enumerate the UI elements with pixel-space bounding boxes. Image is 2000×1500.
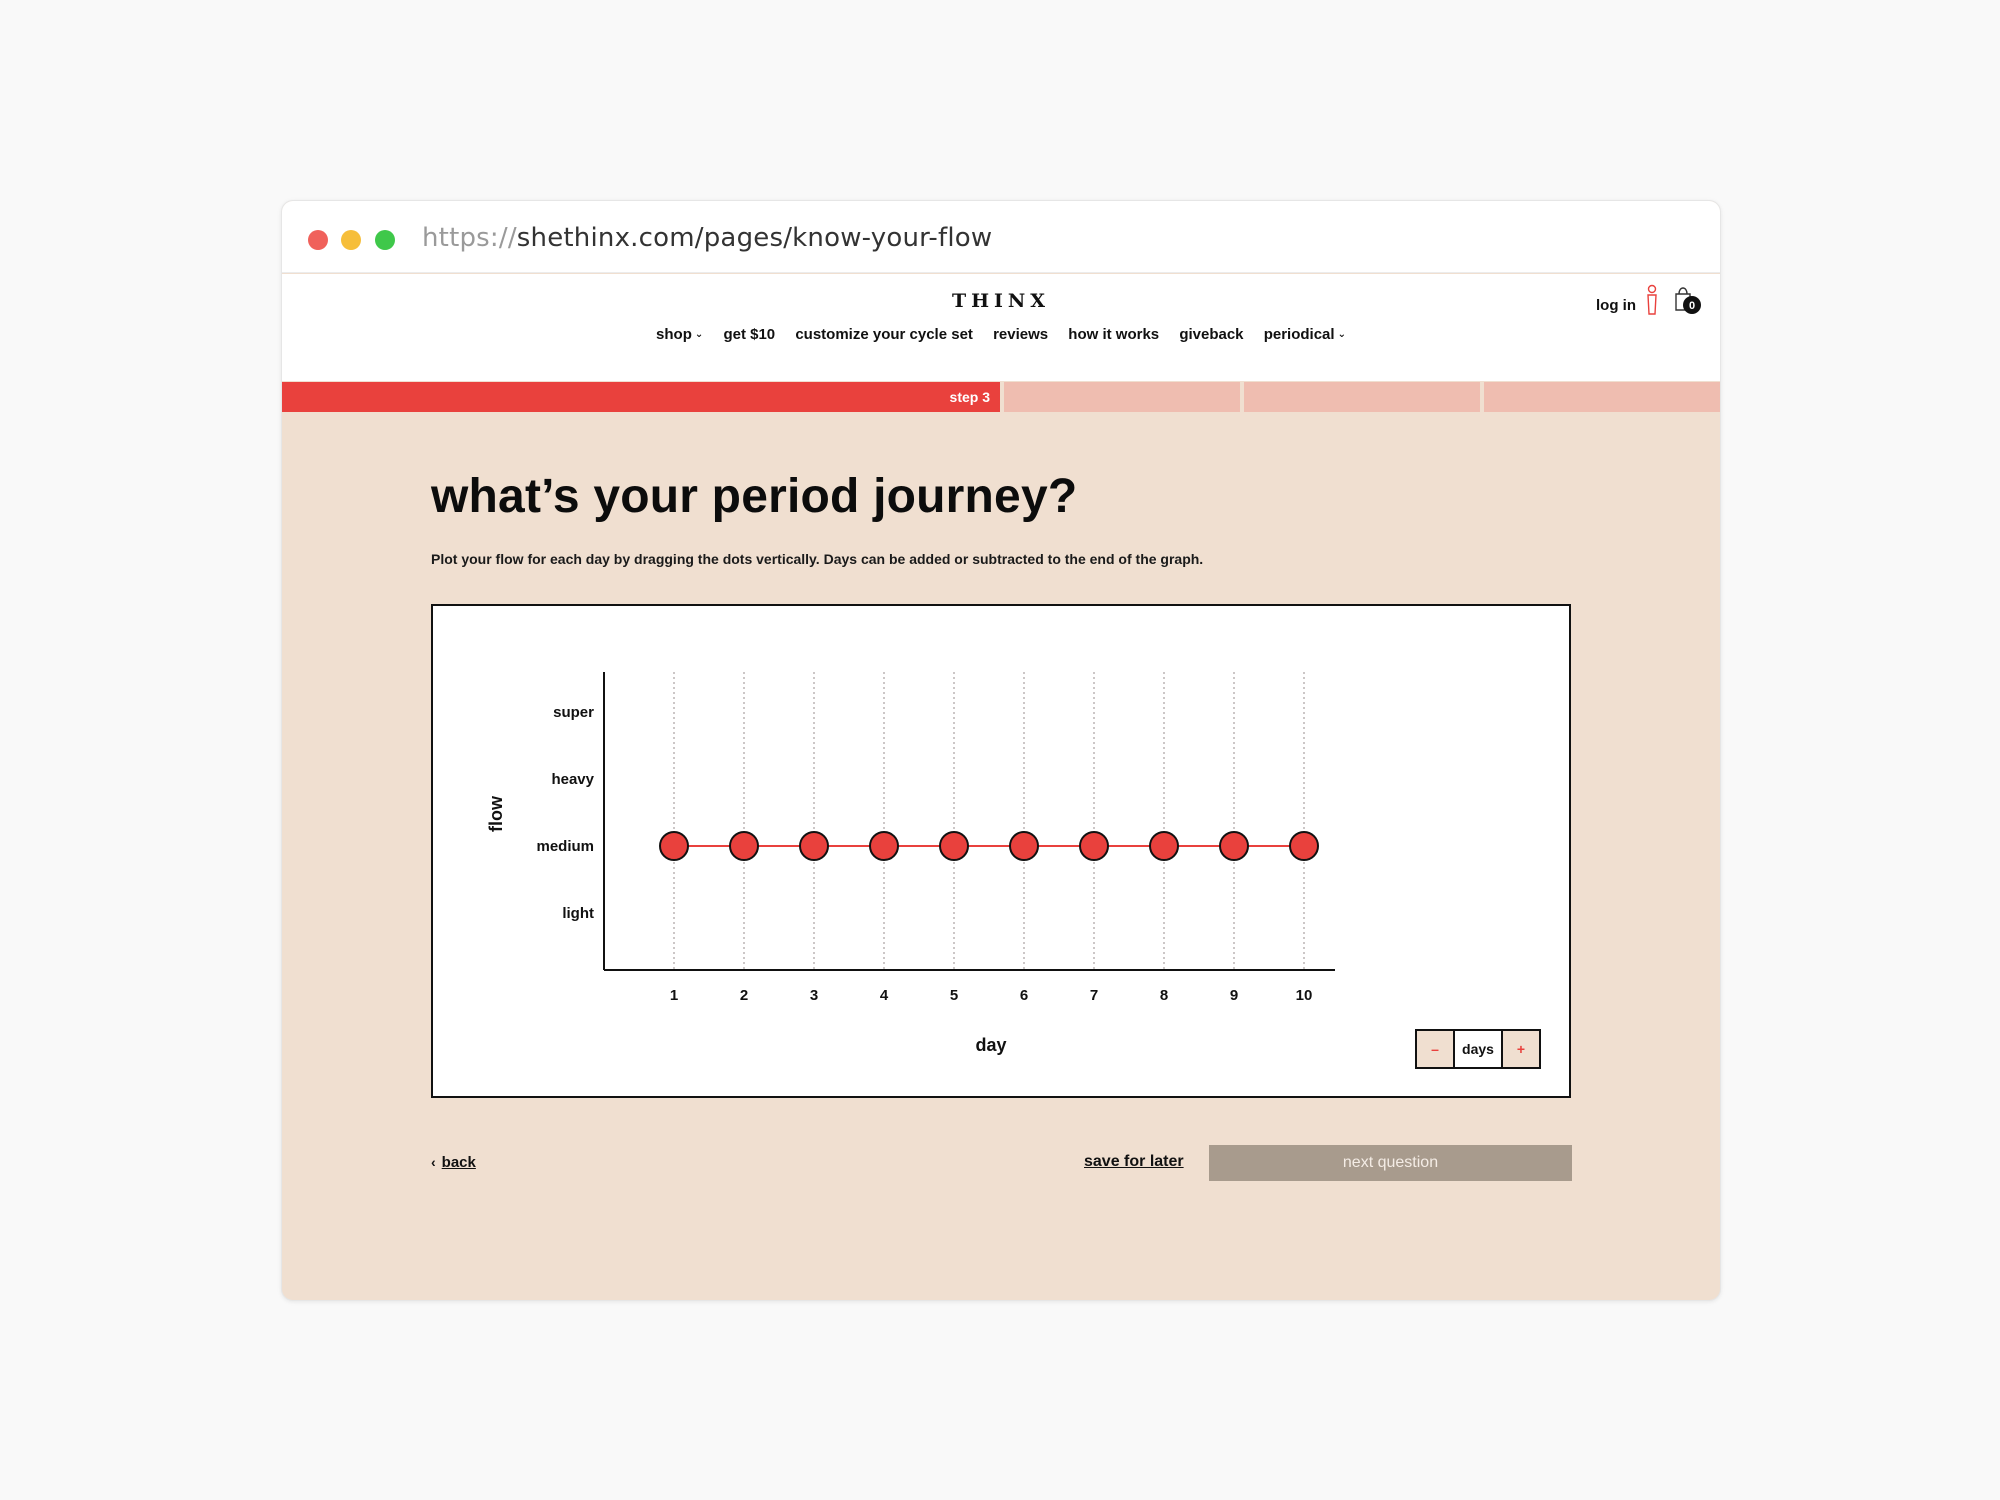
site-header — [282, 274, 1720, 381]
y-tick-heavy: heavy — [551, 771, 594, 788]
y-tick-medium: medium — [536, 838, 594, 855]
remove-day-button[interactable]: – — [1417, 1031, 1455, 1067]
address-bar[interactable] — [422, 223, 992, 253]
days-stepper — [1415, 1029, 1541, 1069]
flow-point-day-4[interactable] — [870, 832, 898, 860]
flow-point-day-3[interactable] — [800, 832, 828, 860]
cart-count-badge: 0 — [1688, 300, 1696, 312]
maximize-window-button[interactable] — [375, 230, 395, 250]
x-tick-3: 3 — [809, 987, 819, 1004]
progress-step — [1484, 382, 1721, 412]
browser-window — [281, 200, 1721, 1301]
nav-shop-label: shop — [656, 326, 692, 343]
user-icon[interactable] — [1644, 284, 1660, 316]
thinx-logo[interactable]: THINX — [951, 290, 1051, 312]
nav-shop[interactable] — [656, 326, 703, 343]
back-link-label: back — [441, 1154, 476, 1171]
url-protocol: https:// — [422, 223, 517, 253]
x-tick-9: 9 — [1229, 987, 1239, 1004]
progress-step — [1004, 382, 1240, 412]
x-tick-4: 4 — [879, 987, 889, 1004]
close-window-button[interactable] — [308, 230, 328, 250]
flow-chart — [433, 606, 1569, 1096]
flow-chart-card — [431, 604, 1571, 1098]
x-axis-label: day — [975, 1035, 1007, 1055]
nav-how-it-works[interactable]: how it works — [1068, 326, 1160, 343]
days-label: days — [1462, 1041, 1494, 1057]
nav-periodical-label: periodical — [1263, 326, 1335, 343]
main-nav — [282, 326, 1720, 343]
progress-step-active: step 3 — [282, 382, 1000, 412]
back-link[interactable] — [431, 1154, 476, 1171]
url-path: shethinx.com/pages/know-your-flow — [516, 223, 993, 253]
chevron-down-icon: ⌄ — [694, 329, 704, 340]
x-tick-1: 1 — [669, 987, 679, 1004]
nav-giveback[interactable]: giveback — [1179, 326, 1244, 343]
step-progress-bar — [282, 382, 1720, 412]
x-tick-6: 6 — [1019, 987, 1029, 1004]
progress-step — [1244, 382, 1480, 412]
chevron-left-icon: ‹ — [431, 1154, 436, 1170]
y-tick-light: light — [562, 905, 594, 922]
nav-reviews[interactable]: reviews — [993, 326, 1049, 343]
minimize-window-button[interactable] — [341, 230, 361, 250]
flow-point-day-7[interactable] — [1080, 832, 1108, 860]
y-axis-label: flow — [486, 796, 506, 832]
page-instructions: Plot your flow for each day by dragging the dots vertically. Days can be added or subtracted to the end of the graph. — [431, 551, 1204, 567]
next-question-button[interactable]: next question — [1209, 1145, 1572, 1181]
flow-point-day-9[interactable] — [1220, 832, 1248, 860]
flow-point-day-8[interactable] — [1150, 832, 1178, 860]
flow-point-day-10[interactable] — [1290, 832, 1318, 860]
save-for-later-link[interactable]: save for later — [1084, 1153, 1184, 1170]
x-tick-10: 10 — [1295, 987, 1313, 1004]
y-tick-super: super — [553, 704, 594, 721]
flow-point-day-5[interactable] — [940, 832, 968, 860]
add-day-button[interactable]: + — [1501, 1031, 1539, 1067]
browser-chrome — [282, 201, 1720, 273]
flow-point-day-1[interactable] — [660, 832, 688, 860]
flow-point-day-2[interactable] — [730, 832, 758, 860]
x-tick-5: 5 — [949, 987, 959, 1004]
chevron-down-icon: ⌄ — [1337, 329, 1346, 340]
x-tick-8: 8 — [1159, 987, 1169, 1004]
nav-periodical[interactable] — [1264, 326, 1346, 343]
nav-get-10[interactable]: get $10 — [723, 326, 776, 343]
flow-point-day-6[interactable] — [1010, 832, 1038, 860]
x-tick-7: 7 — [1089, 987, 1099, 1004]
page-title: what’s your period journey? — [431, 470, 1078, 523]
cart-icon[interactable] — [1672, 282, 1702, 316]
x-tick-2: 2 — [739, 987, 749, 1004]
log-in-link[interactable]: log in — [1596, 297, 1636, 314]
nav-customize-cycle-set[interactable]: customize your cycle set — [795, 326, 973, 343]
